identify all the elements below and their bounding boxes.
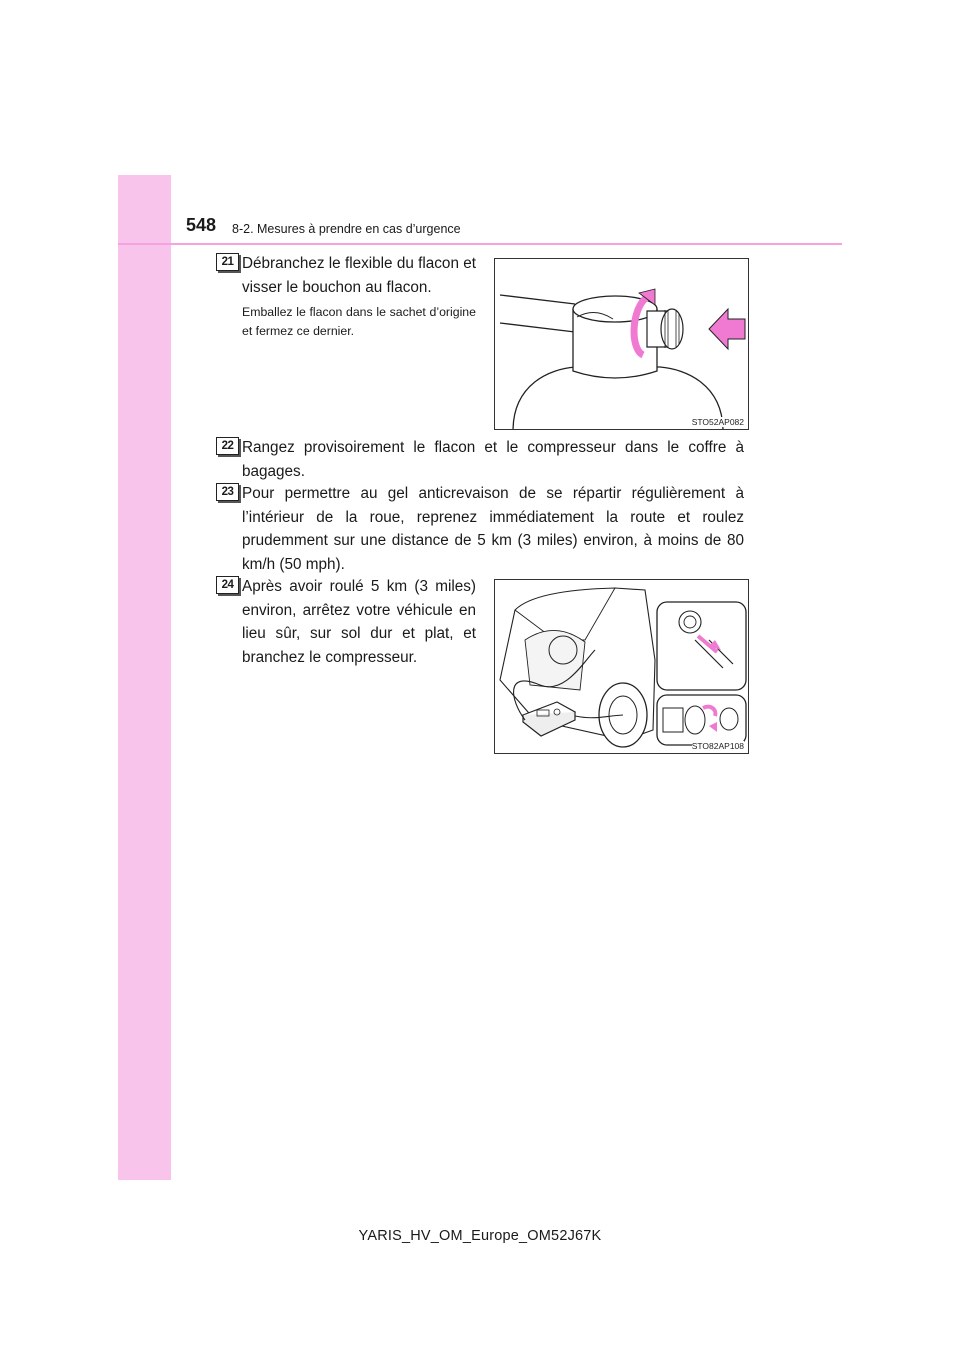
step-22-text: Rangez provisoirement le flacon et le compresseur dans le coffre à bagages.: [242, 439, 744, 480]
figure-bottle-cap: [494, 258, 749, 430]
step-badge-23: 23: [216, 483, 239, 501]
car-compressor-illustration: [495, 580, 749, 754]
step-23-text: Pour permettre au gel anticrevaison de se répartir régulièrement à l’intérieur de la roue, reprenez immédiatement la route et roulez prudemment sur une distance de 5 km (3 miles) environ, à moins de 80 km/h (50 mph).: [242, 485, 744, 573]
step-badge-24: 24: [216, 576, 239, 594]
figure-code-2: STO82AP108: [691, 741, 744, 751]
step-badge-21: 21: [216, 253, 239, 271]
section-title: 8-2. Mesures à prendre en cas d’urgence: [232, 222, 461, 236]
step-badge-22: 22: [216, 437, 239, 455]
bottle-cap-illustration: [495, 259, 749, 430]
side-tab: [118, 175, 171, 1180]
figure-code-1: STO52AP082: [691, 417, 744, 427]
step-24-text: Après avoir roulé 5 km (3 miles) environ, arrêtez votre véhicule en lieu sûr, sur sol dur et plat, et branchez le compresseur.: [242, 578, 476, 666]
step-21-text: Débranchez le flexible du flacon et visser le bouchon au flacon.: [242, 255, 476, 296]
header-rule: [118, 243, 842, 245]
page-number: 548: [186, 215, 217, 235]
figure-compressor-connection: [494, 579, 749, 754]
document-id: YARIS_HV_OM_Europe_OM52J67K: [358, 1228, 602, 1244]
step-21-note: Emballez le flacon dans le sachet d’origine et fermez ce dernier.: [242, 305, 476, 338]
